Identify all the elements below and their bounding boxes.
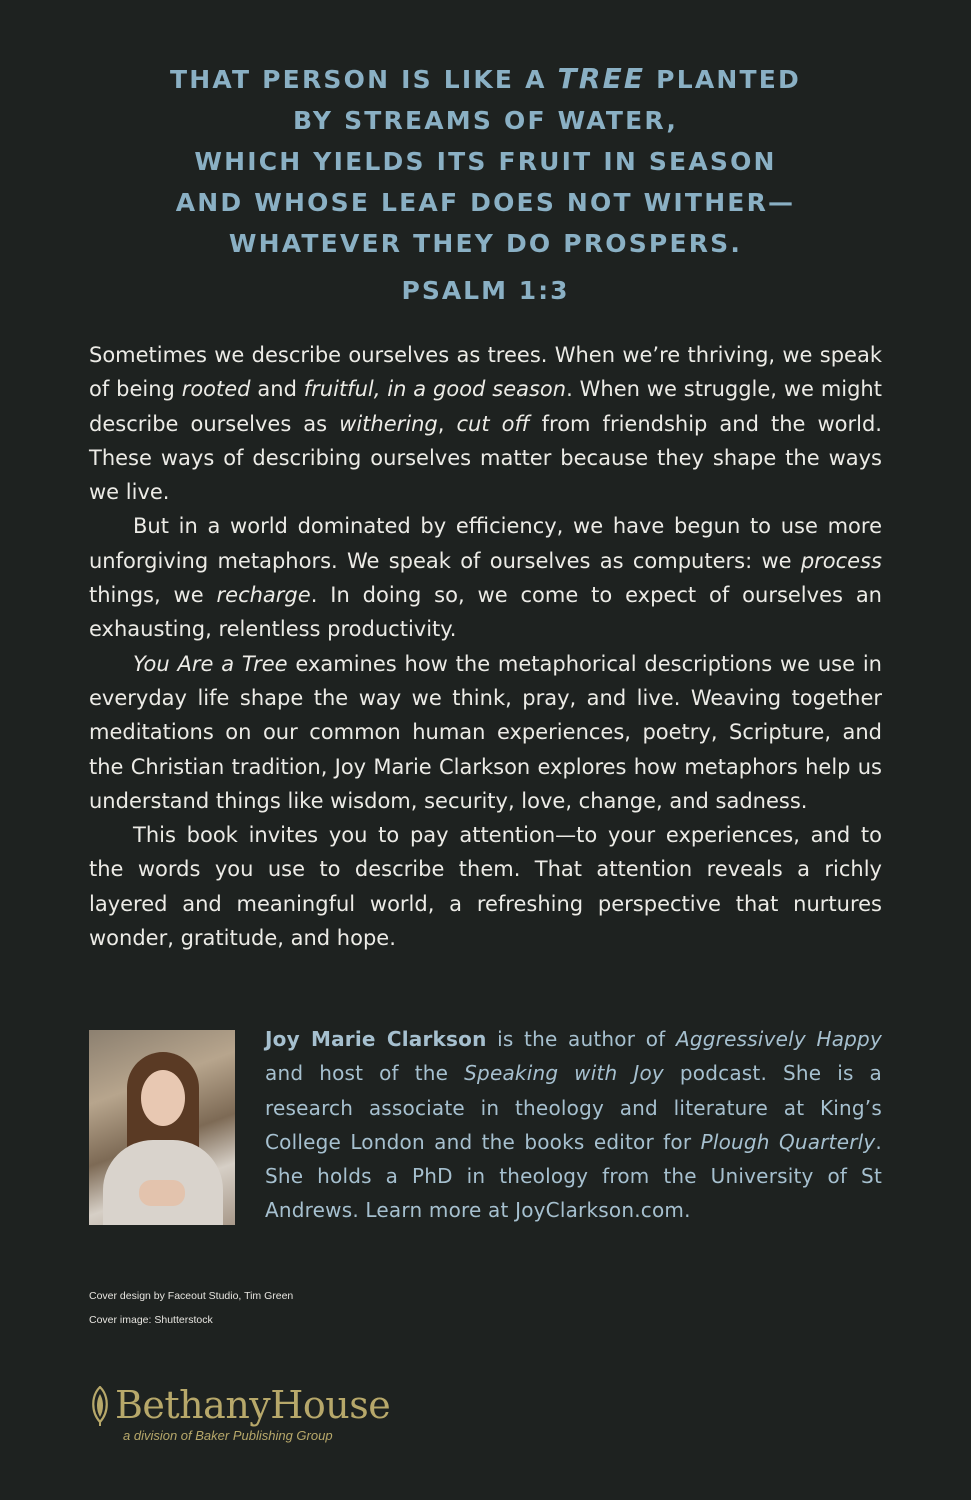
photo-hands [139, 1180, 185, 1206]
text: . In doing so, we come to expect of ourselves an exhausting, relentless productivity. [89, 583, 882, 642]
emphasis: in a good season [387, 377, 567, 402]
emphasis: process [800, 548, 882, 573]
text: from friendship and the world. These ways of describing ourselves matter because they shape the ways we live. [89, 411, 882, 505]
text: But in a world dominated by efficiency, we have begun to use more unforgiving metaphors. We speak of ourselves as computers: we [89, 514, 882, 573]
epigraph-emphasis: TREE [557, 62, 646, 95]
cover-credits [89, 1284, 293, 1332]
podcast-title: Speaking with Joy [464, 1061, 664, 1086]
epigraph-text: THAT PERSON IS LIKE A [170, 65, 558, 94]
description-paragraph-3 [89, 647, 882, 818]
publisher-name: BethanyHouse [115, 1383, 391, 1427]
text: and [250, 377, 304, 402]
text: examines how the metaphorical descriptions we use in everyday life shape the way we think, pray, and live. Weaving together meditations on our common human experiences, poetry, Scripture, and the Christian tradition, Joy Marie Clarkson explores how metaphors help us understand things like wisdom, security, love, change, and sadness. [89, 651, 882, 813]
epigraph-line-5: WHATEVER THEY DO PROSPERS. [228, 229, 743, 258]
epigraph-text: PLANTED [645, 65, 801, 94]
emphasis: recharge [216, 583, 311, 608]
publisher-tagline: a division of Baker Publishing Group [123, 1428, 333, 1443]
text: . When we struggle, we might describe ourselves as [89, 377, 882, 436]
description-paragraph-4: This book invites you to pay attention—to your experiences, and to the words you use to describe them. That attention reveals a richly layered and meaningful world, a refreshing perspective that nurtures wonder, gratitude, and hope. [89, 823, 882, 951]
book-title: You Are a Tree [133, 651, 288, 676]
epigraph-line-4: AND WHOSE LEAF DOES NOT WITHER— [175, 188, 796, 217]
photo-face [141, 1070, 185, 1126]
text: . She holds a PhD in theology from the University of St Andrews. Learn more at JoyClarkson.com. [265, 1129, 882, 1223]
text: , [437, 411, 457, 436]
emphasis: , [373, 377, 388, 402]
epigraph-reference: PSALM 1:3 [401, 276, 570, 305]
text: is the author of [486, 1027, 676, 1051]
text: and host of the [265, 1061, 465, 1086]
epigraph-line-3: WHICH YIELDS ITS FRUIT IN SEASON [194, 147, 777, 176]
book-title: Aggressively Happy [675, 1027, 882, 1051]
description-paragraph-2 [89, 509, 882, 646]
emphasis: fruitful [303, 377, 374, 402]
publisher-logo-row [89, 1384, 390, 1426]
text: Sometimes we describe ourselves as trees. When we’re thriving, we speak of being [89, 343, 882, 402]
epigraph [0, 58, 971, 311]
author-bio [265, 1022, 882, 1228]
text: podcast. She is a research associate in theology and literature at King’s College London and the books editor for [265, 1061, 883, 1154]
author-photo [89, 1030, 235, 1225]
author-name: Joy Marie Clarkson [265, 1027, 487, 1051]
description-paragraph-1 [89, 338, 882, 509]
leaf-icon [89, 1386, 111, 1426]
emphasis: cut off [456, 411, 530, 436]
cover-image-credit: Cover image: Shutterstock [89, 1314, 213, 1326]
epigraph-line-2: BY STREAMS OF WATER, [292, 106, 679, 135]
cover-design-credit: Cover design by Faceout Studio, Tim Green [89, 1290, 294, 1302]
emphasis: rooted [181, 377, 251, 402]
publisher-logo [89, 1384, 390, 1443]
epigraph-line-1 [0, 58, 971, 100]
magazine-title: Plough Quarterly [700, 1129, 876, 1154]
book-description [89, 338, 882, 955]
text: things, we [89, 583, 217, 608]
emphasis: withering [339, 411, 438, 436]
